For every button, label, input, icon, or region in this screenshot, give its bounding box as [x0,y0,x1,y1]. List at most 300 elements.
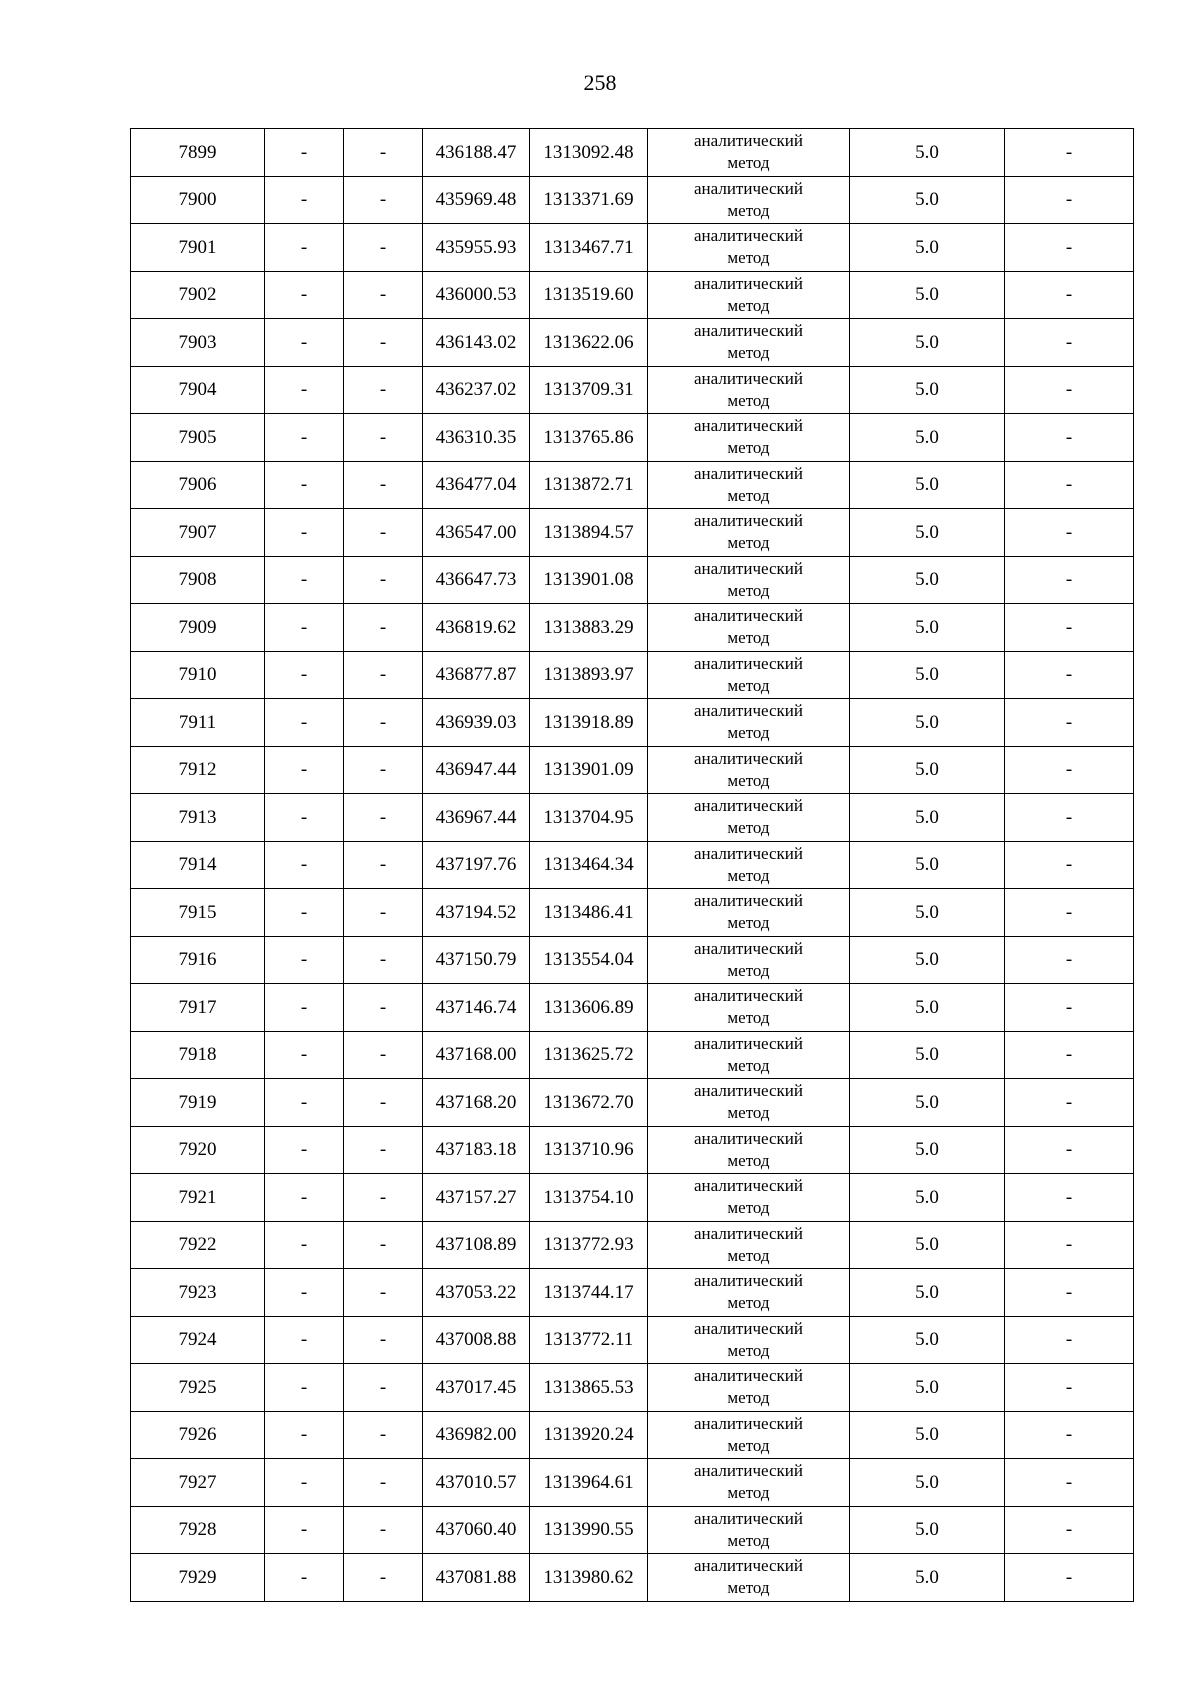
point-number-cell: 7913 [131,794,265,842]
y-coordinate-cell: 1313606.89 [530,984,648,1032]
dash-cell-1: - [265,936,344,984]
note-cell: - [1005,746,1134,794]
y-coordinate-cell: 1313894.57 [530,509,648,557]
y-coordinate-cell: 1313901.08 [530,556,648,604]
method-line-2: метод [727,1245,770,1265]
method-line-2: метод [727,1198,770,1218]
accuracy-cell: 5.0 [850,271,1005,319]
dash-cell-2: - [344,176,423,224]
dash-cell-1: - [265,746,344,794]
note-cell: - [1005,1506,1134,1554]
y-coordinate-cell: 1313371.69 [530,176,648,224]
dash-cell-2: - [344,604,423,652]
dash-cell-1: - [265,366,344,414]
x-coordinate-cell: 437194.52 [423,889,530,937]
table-row [131,889,1134,937]
x-coordinate-cell: 437017.45 [423,1364,530,1412]
table-row [131,746,1134,794]
x-coordinate-cell: 437183.18 [423,1126,530,1174]
dash-cell-2: - [344,651,423,699]
table-row [131,1269,1134,1317]
dash-cell-1: - [265,1506,344,1554]
method-cell [648,1174,850,1222]
dash-cell-1: - [265,1269,344,1317]
method-line-2: метод [727,770,770,790]
table-row [131,414,1134,462]
x-coordinate-cell: 436947.44 [423,746,530,794]
method-line-2: метод [727,723,770,743]
method-line-1: аналитический [694,1556,803,1576]
x-coordinate-cell: 435969.48 [423,176,530,224]
point-number-cell: 7920 [131,1126,265,1174]
method-cell [648,176,850,224]
method-line-2: метод [727,200,770,220]
accuracy-cell: 5.0 [850,746,1005,794]
x-coordinate-cell: 436982.00 [423,1411,530,1459]
method-line-2: метод [727,1008,770,1028]
method-line-1: аналитический [694,511,803,531]
method-line-1: аналитический [694,226,803,246]
point-number-cell: 7915 [131,889,265,937]
dash-cell-1: - [265,224,344,272]
dash-cell-1: - [265,176,344,224]
method-cell [648,1364,850,1412]
method-line-1: аналитический [694,463,803,483]
dash-cell-1: - [265,889,344,937]
dash-cell-1: - [265,1031,344,1079]
method-line-2: метод [727,390,770,410]
accuracy-cell: 5.0 [850,1126,1005,1174]
method-line-2: метод [727,580,770,600]
x-coordinate-cell: 437108.89 [423,1221,530,1269]
method-cell [648,1079,850,1127]
method-line-1: аналитический [694,1366,803,1386]
note-cell: - [1005,461,1134,509]
method-line-2: метод [727,628,770,648]
method-cell [648,841,850,889]
dash-cell-1: - [265,556,344,604]
y-coordinate-cell: 1313990.55 [530,1506,648,1554]
accuracy-cell: 5.0 [850,1079,1005,1127]
method-cell [648,651,850,699]
accuracy-cell: 5.0 [850,841,1005,889]
y-coordinate-cell: 1313901.09 [530,746,648,794]
y-coordinate-cell: 1313744.17 [530,1269,648,1317]
table-row [131,699,1134,747]
point-number-cell: 7911 [131,699,265,747]
method-cell [648,461,850,509]
x-coordinate-cell: 437060.40 [423,1506,530,1554]
y-coordinate-cell: 1313872.71 [530,461,648,509]
method-cell [648,746,850,794]
dash-cell-1: - [265,414,344,462]
point-number-cell: 7926 [131,1411,265,1459]
x-coordinate-cell: 436967.44 [423,794,530,842]
y-coordinate-cell: 1313918.89 [530,699,648,747]
method-cell [648,1269,850,1317]
dash-cell-2: - [344,1031,423,1079]
dash-cell-2: - [344,556,423,604]
note-cell: - [1005,1126,1134,1174]
method-cell [648,794,850,842]
method-line-1: аналитический [694,1318,803,1338]
accuracy-cell: 5.0 [850,604,1005,652]
y-coordinate-cell: 1313772.93 [530,1221,648,1269]
point-number-cell: 7899 [131,129,265,177]
x-coordinate-cell: 437053.22 [423,1269,530,1317]
method-line-1: аналитический [694,653,803,673]
note-cell: - [1005,271,1134,319]
note-cell: - [1005,1079,1134,1127]
note-cell: - [1005,1411,1134,1459]
point-number-cell: 7922 [131,1221,265,1269]
accuracy-cell: 5.0 [850,651,1005,699]
x-coordinate-cell: 437197.76 [423,841,530,889]
point-number-cell: 7905 [131,414,265,462]
dash-cell-1: - [265,1459,344,1507]
accuracy-cell: 5.0 [850,1316,1005,1364]
point-number-cell: 7903 [131,319,265,367]
x-coordinate-cell: 436477.04 [423,461,530,509]
method-line-1: аналитический [694,368,803,388]
method-cell [648,414,850,462]
y-coordinate-cell: 1313704.95 [530,794,648,842]
accuracy-cell: 5.0 [850,1554,1005,1602]
accuracy-cell: 5.0 [850,1459,1005,1507]
table-row [131,1316,1134,1364]
method-line-1: аналитический [694,1176,803,1196]
table-row [131,461,1134,509]
note-cell: - [1005,1459,1134,1507]
dash-cell-2: - [344,841,423,889]
point-number-cell: 7908 [131,556,265,604]
point-number-cell: 7907 [131,509,265,557]
dash-cell-2: - [344,1126,423,1174]
table-row [131,556,1134,604]
method-line-2: метод [727,913,770,933]
x-coordinate-cell: 437081.88 [423,1554,530,1602]
note-cell: - [1005,509,1134,557]
method-line-1: аналитический [694,273,803,293]
method-line-1: аналитический [694,1033,803,1053]
note-cell: - [1005,889,1134,937]
accuracy-cell: 5.0 [850,1174,1005,1222]
y-coordinate-cell: 1313772.11 [530,1316,648,1364]
x-coordinate-cell: 437146.74 [423,984,530,1032]
method-line-1: аналитический [694,891,803,911]
x-coordinate-cell: 436877.87 [423,651,530,699]
table-row [131,224,1134,272]
y-coordinate-cell: 1313754.10 [530,1174,648,1222]
method-line-1: аналитический [694,1271,803,1291]
accuracy-cell: 5.0 [850,936,1005,984]
dash-cell-2: - [344,509,423,557]
dash-cell-1: - [265,1554,344,1602]
table-row [131,1126,1134,1174]
method-line-1: аналитический [694,796,803,816]
method-line-2: метод [727,1483,770,1503]
note-cell: - [1005,841,1134,889]
point-number-cell: 7925 [131,1364,265,1412]
method-line-2: метод [727,295,770,315]
dash-cell-2: - [344,936,423,984]
method-cell [648,1554,850,1602]
y-coordinate-cell: 1313464.34 [530,841,648,889]
table-row [131,984,1134,1032]
point-number-cell: 7929 [131,1554,265,1602]
note-cell: - [1005,794,1134,842]
method-line-1: аналитический [694,1223,803,1243]
method-line-1: аналитический [694,701,803,721]
method-line-2: метод [727,818,770,838]
y-coordinate-cell: 1313622.06 [530,319,648,367]
method-line-1: аналитический [694,321,803,341]
table-row [131,366,1134,414]
x-coordinate-cell: 436819.62 [423,604,530,652]
dash-cell-1: - [265,1174,344,1222]
method-line-2: метод [727,675,770,695]
dash-cell-2: - [344,1459,423,1507]
method-cell [648,1506,850,1554]
dash-cell-1: - [265,1221,344,1269]
x-coordinate-cell: 435955.93 [423,224,530,272]
note-cell: - [1005,319,1134,367]
method-line-2: метод [727,1435,770,1455]
y-coordinate-cell: 1313710.96 [530,1126,648,1174]
method-cell [648,1031,850,1079]
note-cell: - [1005,1174,1134,1222]
accuracy-cell: 5.0 [850,1364,1005,1412]
note-cell: - [1005,1031,1134,1079]
dash-cell-1: - [265,604,344,652]
x-coordinate-cell: 437157.27 [423,1174,530,1222]
y-coordinate-cell: 1313865.53 [530,1364,648,1412]
table-row [131,129,1134,177]
y-coordinate-cell: 1313467.71 [530,224,648,272]
y-coordinate-cell: 1313554.04 [530,936,648,984]
accuracy-cell: 5.0 [850,366,1005,414]
x-coordinate-cell: 437150.79 [423,936,530,984]
dash-cell-2: - [344,1411,423,1459]
table-row [131,1221,1134,1269]
note-cell: - [1005,1364,1134,1412]
y-coordinate-cell: 1313893.97 [530,651,648,699]
point-number-cell: 7918 [131,1031,265,1079]
table-row [131,1506,1134,1554]
accuracy-cell: 5.0 [850,1031,1005,1079]
dash-cell-1: - [265,1079,344,1127]
accuracy-cell: 5.0 [850,1221,1005,1269]
dash-cell-2: - [344,461,423,509]
table-row [131,1031,1134,1079]
dash-cell-2: - [344,1174,423,1222]
dash-cell-1: - [265,794,344,842]
dash-cell-2: - [344,1079,423,1127]
note-cell: - [1005,699,1134,747]
table-row [131,1459,1134,1507]
method-line-2: метод [727,438,770,458]
point-number-cell: 7924 [131,1316,265,1364]
accuracy-cell: 5.0 [850,129,1005,177]
method-line-1: аналитический [694,1413,803,1433]
dash-cell-1: - [265,841,344,889]
table-row [131,1079,1134,1127]
y-coordinate-cell: 1313709.31 [530,366,648,414]
dash-cell-2: - [344,366,423,414]
dash-cell-2: - [344,224,423,272]
y-coordinate-cell: 1313964.61 [530,1459,648,1507]
table-row [131,1364,1134,1412]
table-row [131,1174,1134,1222]
point-number-cell: 7928 [131,1506,265,1554]
method-line-2: метод [727,1340,770,1360]
y-coordinate-cell: 1313980.62 [530,1554,648,1602]
method-line-2: метод [727,343,770,363]
point-number-cell: 7923 [131,1269,265,1317]
note-cell: - [1005,366,1134,414]
dash-cell-1: - [265,1126,344,1174]
accuracy-cell: 5.0 [850,319,1005,367]
accuracy-cell: 5.0 [850,1269,1005,1317]
note-cell: - [1005,129,1134,177]
table-row [131,509,1134,557]
note-cell: - [1005,1554,1134,1602]
method-line-2: метод [727,485,770,505]
method-line-1: аналитический [694,938,803,958]
note-cell: - [1005,1316,1134,1364]
dash-cell-1: - [265,129,344,177]
dash-cell-1: - [265,509,344,557]
method-line-2: метод [727,865,770,885]
point-number-cell: 7906 [131,461,265,509]
point-number-cell: 7919 [131,1079,265,1127]
method-cell [648,1221,850,1269]
method-cell [648,936,850,984]
point-number-cell: 7912 [131,746,265,794]
point-number-cell: 7904 [131,366,265,414]
method-cell [648,984,850,1032]
table-row [131,841,1134,889]
method-cell [648,1411,850,1459]
method-line-2: метод [727,1293,770,1313]
y-coordinate-cell: 1313920.24 [530,1411,648,1459]
table-row [131,794,1134,842]
dash-cell-2: - [344,699,423,747]
dash-cell-1: - [265,699,344,747]
note-cell: - [1005,414,1134,462]
accuracy-cell: 5.0 [850,984,1005,1032]
note-cell: - [1005,556,1134,604]
method-line-2: метод [727,960,770,980]
y-coordinate-cell: 1313092.48 [530,129,648,177]
point-number-cell: 7927 [131,1459,265,1507]
point-number-cell: 7914 [131,841,265,889]
x-coordinate-cell: 436547.00 [423,509,530,557]
method-cell [648,224,850,272]
dash-cell-1: - [265,461,344,509]
note-cell: - [1005,1269,1134,1317]
dash-cell-1: - [265,1364,344,1412]
y-coordinate-cell: 1313486.41 [530,889,648,937]
y-coordinate-cell: 1313765.86 [530,414,648,462]
dash-cell-2: - [344,794,423,842]
dash-cell-2: - [344,1554,423,1602]
note-cell: - [1005,651,1134,699]
dash-cell-2: - [344,746,423,794]
dash-cell-2: - [344,1364,423,1412]
method-line-1: аналитический [694,606,803,626]
dash-cell-1: - [265,271,344,319]
table-row [131,1554,1134,1602]
dash-cell-2: - [344,1316,423,1364]
table-row [131,1411,1134,1459]
method-line-2: метод [727,248,770,268]
method-line-1: аналитический [694,131,803,151]
table-row [131,271,1134,319]
y-coordinate-cell: 1313625.72 [530,1031,648,1079]
method-cell [648,699,850,747]
table-row [131,604,1134,652]
dash-cell-2: - [344,984,423,1032]
note-cell: - [1005,224,1134,272]
accuracy-cell: 5.0 [850,556,1005,604]
method-line-1: аналитический [694,416,803,436]
dash-cell-1: - [265,984,344,1032]
dash-cell-2: - [344,1221,423,1269]
table-row [131,651,1134,699]
dash-cell-2: - [344,889,423,937]
method-cell [648,1459,850,1507]
x-coordinate-cell: 437010.57 [423,1459,530,1507]
y-coordinate-cell: 1313672.70 [530,1079,648,1127]
method-cell [648,271,850,319]
table-row [131,936,1134,984]
dash-cell-1: - [265,319,344,367]
page-number: 258 [583,70,617,95]
method-line-1: аналитический [694,1081,803,1101]
method-line-1: аналитический [694,843,803,863]
dash-cell-2: - [344,271,423,319]
method-cell [648,889,850,937]
accuracy-cell: 5.0 [850,1411,1005,1459]
dash-cell-1: - [265,651,344,699]
x-coordinate-cell: 437168.20 [423,1079,530,1127]
dash-cell-1: - [265,1411,344,1459]
method-cell [648,556,850,604]
x-coordinate-cell: 436939.03 [423,699,530,747]
method-line-2: метод [727,1388,770,1408]
method-cell [648,319,850,367]
dash-cell-2: - [344,319,423,367]
x-coordinate-cell: 436310.35 [423,414,530,462]
method-line-1: аналитический [694,178,803,198]
accuracy-cell: 5.0 [850,889,1005,937]
method-cell [648,1316,850,1364]
accuracy-cell: 5.0 [850,224,1005,272]
dash-cell-2: - [344,1506,423,1554]
point-number-cell: 7909 [131,604,265,652]
method-cell [648,1126,850,1174]
note-cell: - [1005,1221,1134,1269]
x-coordinate-cell: 436647.73 [423,556,530,604]
accuracy-cell: 5.0 [850,414,1005,462]
accuracy-cell: 5.0 [850,461,1005,509]
method-line-2: метод [727,153,770,173]
method-line-1: аналитический [694,986,803,1006]
method-line-1: аналитический [694,1461,803,1481]
point-number-cell: 7900 [131,176,265,224]
dash-cell-1: - [265,1316,344,1364]
